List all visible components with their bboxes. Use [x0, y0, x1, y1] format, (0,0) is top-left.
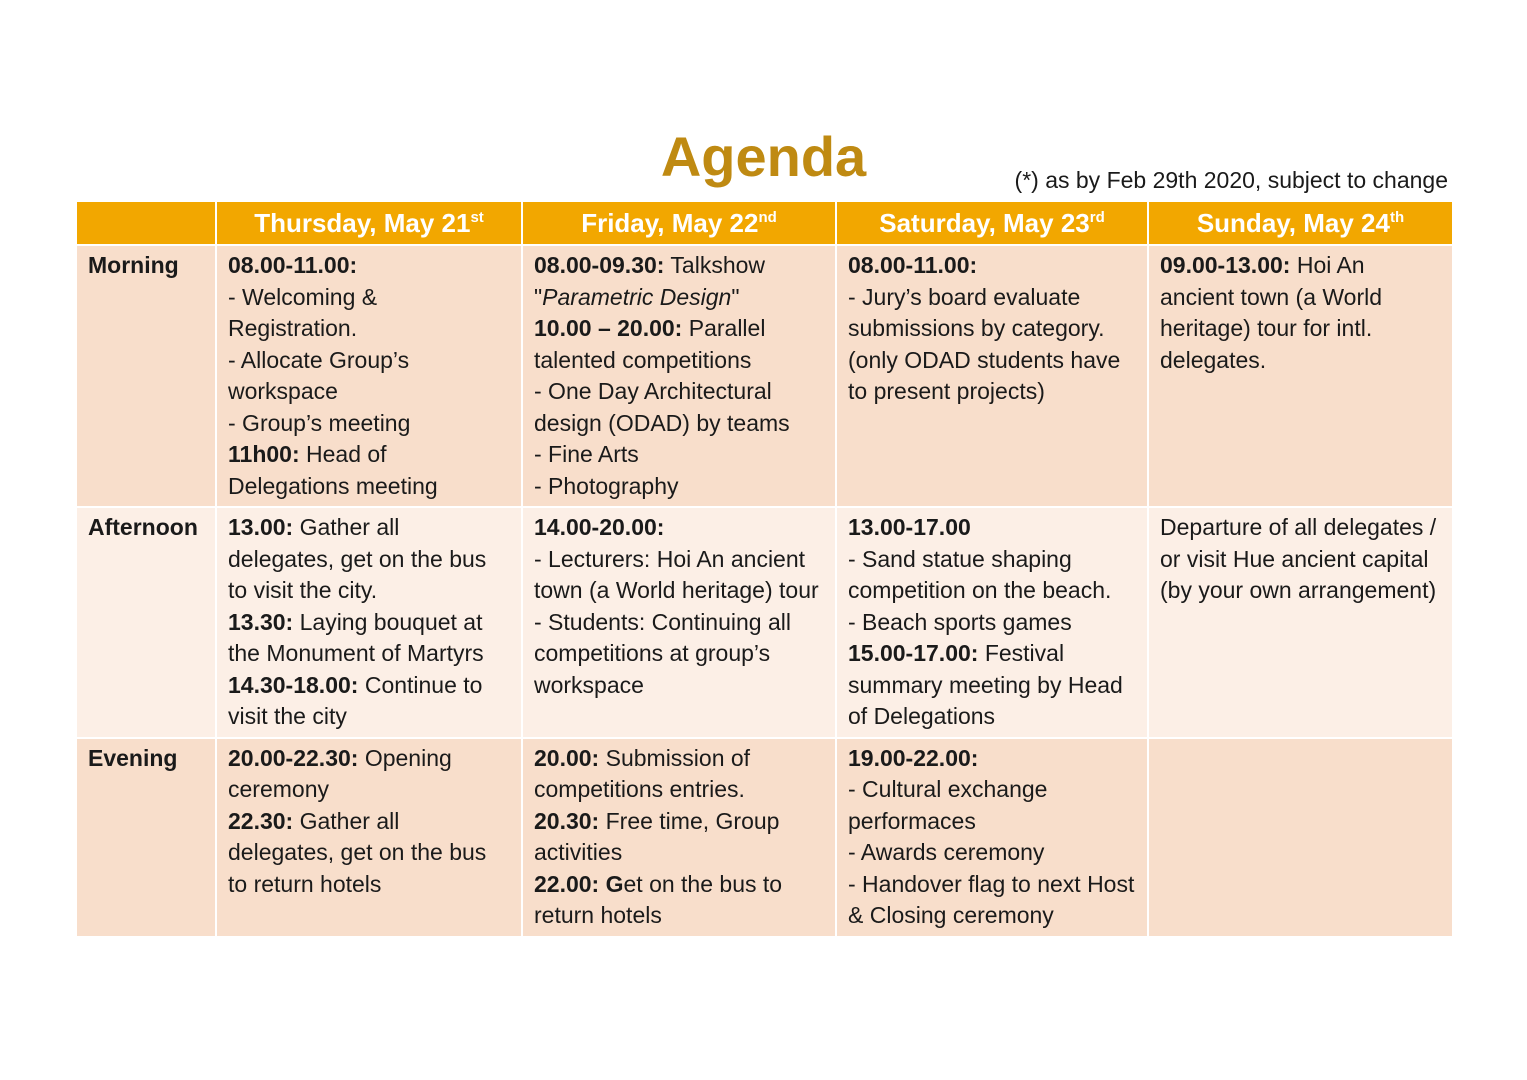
agenda-table: [75, 200, 1454, 938]
entry-time: 14.30-18.00:: [228, 671, 359, 698]
day-header-text: Thursday, May 21: [254, 207, 471, 238]
agenda-entry: [848, 837, 1137, 869]
entry-text: - Students: Continuing all competitions at group’s workspace: [534, 608, 791, 698]
entry-text: Talkshow ": [534, 252, 766, 310]
agenda-entry: [848, 512, 1137, 544]
entry-text: Departure of all delegates / or visit Hue ancient capital (by your own arrangement): [1160, 514, 1437, 603]
time-of-day-label: Afternoon: [76, 507, 216, 738]
entry-time: 10.00 – 20.00:: [534, 315, 683, 341]
agenda-entry: [1160, 250, 1442, 376]
entry-text: - Fine Arts: [534, 441, 639, 467]
schedule-note: (*) as by Feb 29th 2020, subject to change: [1014, 167, 1448, 193]
agenda-entry: [228, 670, 511, 733]
entry-time: 15.00-17.00:: [848, 640, 979, 666]
agenda-entry: [848, 638, 1137, 733]
entry-time: 22.30:: [228, 807, 294, 834]
agenda-entry: [228, 743, 511, 806]
entry-text: - Beach sports games: [848, 608, 1072, 635]
entry-time: 09.00-13.00:: [1160, 252, 1291, 278]
agenda-entry: [534, 869, 825, 932]
agenda-entry: [228, 806, 511, 901]
entry-time: 20.00-22.30:: [228, 744, 359, 771]
agenda-entry: [228, 408, 511, 440]
agenda-entry: [848, 250, 1137, 282]
agenda-entry: [228, 439, 511, 502]
entry-text: Parallel talented competitions: [534, 315, 766, 373]
day-header-friday: [522, 201, 836, 245]
agenda-cell-friday: [522, 738, 836, 937]
entry-text: Submission of competitions entries.: [534, 744, 751, 802]
entry-time: 13.00:: [228, 514, 294, 540]
agenda-cell-friday: [522, 245, 836, 507]
entry-time: 08.00-11.00:: [228, 252, 358, 278]
entry-emphasis: Parametric Design: [542, 283, 732, 310]
agenda-entry: [534, 313, 825, 376]
entry-text: - Jury’s board evaluate submissions by category. (only ODAD students have to present projects): [848, 283, 1121, 404]
entry-text: - Awards ceremony: [848, 839, 1045, 865]
entry-text: Continue to visit the city: [228, 671, 483, 729]
agenda-entry: [848, 743, 1137, 775]
agenda-entry: [534, 439, 825, 471]
agenda-entry: [534, 743, 825, 806]
agenda-cell-sunday: [1148, 245, 1453, 507]
agenda-entry: [848, 607, 1137, 639]
day-header-suffix: st: [470, 208, 484, 226]
agenda-entry: [848, 869, 1137, 932]
entry-text: - Sand statue shaping competition on the beach.: [848, 545, 1112, 603]
agenda-cell-sunday: [1148, 738, 1453, 937]
agenda-entry: [534, 607, 825, 702]
agenda-entry: [228, 512, 511, 607]
agenda-cell-sunday: [1148, 507, 1453, 738]
day-header-suffix: nd: [758, 208, 777, 226]
agenda-row-evening: [76, 738, 1453, 937]
agenda-entry: [848, 774, 1137, 837]
agenda-entry: [228, 607, 511, 670]
time-of-day-label: Morning: [76, 245, 216, 507]
entry-text: - Allocate Group’s workspace: [228, 346, 410, 404]
agenda-cell-thursday: [216, 507, 522, 738]
agenda-cell-friday: [522, 507, 836, 738]
agenda-entry: [534, 376, 825, 439]
entry-text: - Welcoming & Registration.: [228, 283, 378, 341]
entry-text: Hoi An ancient town (a World heritage) tour for intl. delegates.: [1160, 252, 1383, 373]
day-header-saturday: [836, 201, 1148, 245]
day-header-text: Friday, May 22: [581, 207, 759, 238]
agenda-entry: [228, 345, 511, 408]
entry-time: 20.30:: [534, 807, 600, 834]
page-title: Agenda: [660, 125, 867, 188]
day-header-text: Saturday, May 23: [879, 207, 1090, 238]
entry-text: Opening ceremony: [228, 744, 452, 802]
day-header-sunday: [1148, 201, 1453, 245]
header-corner: [76, 201, 216, 245]
day-header-text: Sunday, May 24: [1196, 207, 1390, 238]
agenda-row-afternoon: [76, 507, 1453, 738]
agenda-entry: [228, 250, 511, 282]
entry-text: - Cultural exchange performaces: [848, 776, 1048, 834]
agenda-entry: [228, 282, 511, 345]
agenda-entry: [534, 806, 825, 869]
entry-text: Laying bouquet at the Monument of Martyrs: [228, 608, 484, 666]
entry-time: 08.00-11.00:: [848, 252, 978, 278]
entry-text: - One Day Architectural design (ODAD) by teams: [534, 378, 790, 436]
day-header-suffix: rd: [1089, 208, 1105, 226]
entry-time: 11h00:: [228, 441, 300, 467]
day-header-suffix: th: [1389, 208, 1405, 226]
agenda-cell-saturday: [836, 245, 1148, 507]
entry-text: Gather all delegates, get on the bus to return hotels: [228, 807, 487, 897]
agenda-entry: [534, 544, 825, 607]
entry-text: - Photography: [534, 472, 679, 499]
agenda-entry: [848, 282, 1137, 408]
agenda-entry: [848, 544, 1137, 607]
agenda-cell-saturday: [836, 738, 1148, 937]
agenda-entry: [534, 250, 825, 313]
entry-time: 22.00: G: [534, 870, 624, 897]
time-of-day-label: Evening: [76, 738, 216, 937]
header-row: [76, 201, 1453, 245]
agenda-entry: [1160, 512, 1442, 607]
entry-text: Head of Delegations meeting: [228, 441, 438, 499]
entry-text: - Lecturers: Hoi An ancient town (a World heritage) tour: [534, 545, 819, 603]
entry-text: Gather all delegates, get on the bus to visit the city.: [228, 514, 487, 603]
entry-time: 20.00:: [534, 744, 600, 771]
entry-text: et on the bus to return hotels: [534, 870, 783, 928]
agenda-cell-thursday: [216, 738, 522, 937]
entry-text: - Group’s meeting: [228, 409, 411, 436]
agenda-entry: [534, 512, 825, 544]
entry-time: 19.00-22.00:: [848, 744, 979, 771]
agenda-row-morning: [76, 245, 1453, 507]
entry-text: Festival summary meeting by Head of Delegations: [848, 640, 1123, 729]
agenda-cell-thursday: [216, 245, 522, 507]
entry-text: ": [731, 283, 740, 310]
agenda-cell-saturday: [836, 507, 1148, 738]
entry-text: - Handover flag to next Host & Closing ceremony: [848, 870, 1135, 928]
entry-time: 08.00-09.30:: [534, 252, 665, 278]
agenda-entry: [534, 471, 825, 503]
entry-time: 13.00-17.00: [848, 514, 971, 540]
day-header-thursday: [216, 201, 522, 245]
entry-text: Free time, Group activities: [534, 807, 780, 865]
entry-time: 13.30:: [228, 608, 294, 635]
entry-time: 14.00-20.00:: [534, 514, 665, 540]
